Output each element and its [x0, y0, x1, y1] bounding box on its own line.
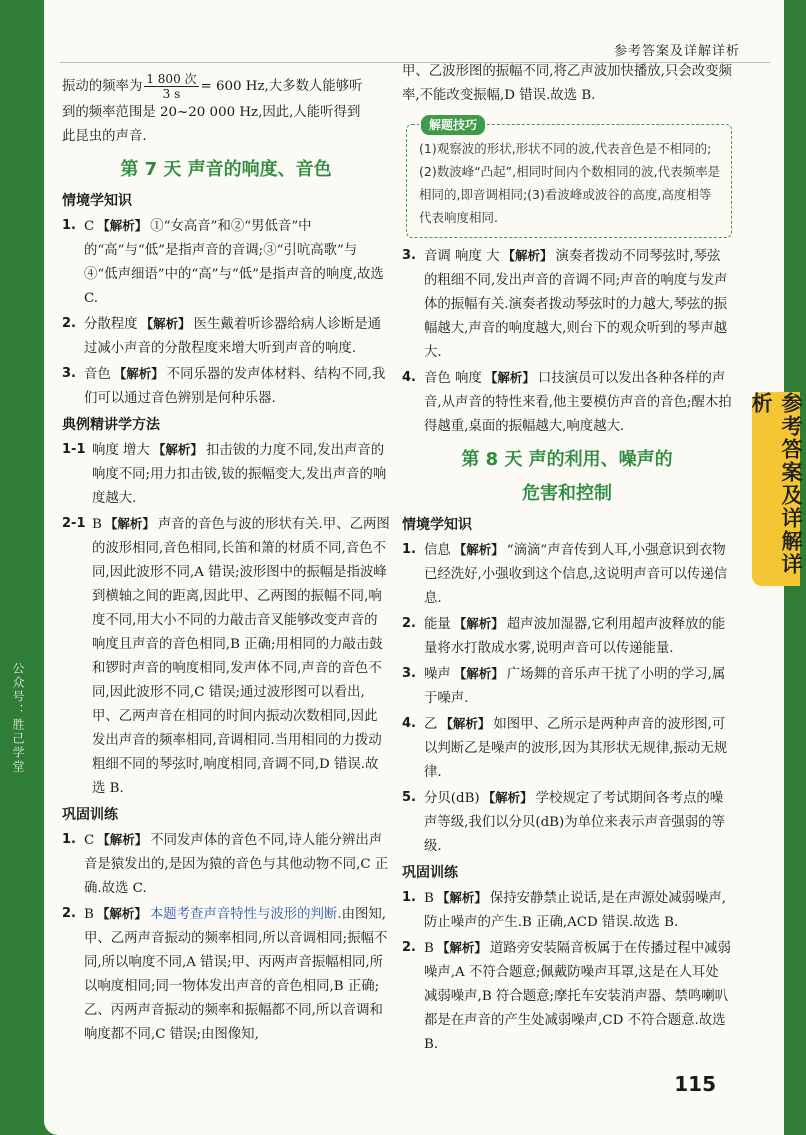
item-number: 4.: [402, 370, 416, 385]
item-number: 1.: [402, 890, 416, 905]
analysis-tag: 【解析】: [453, 542, 504, 557]
analysis-tag: 【解析】: [484, 370, 535, 385]
intro-paragraph: [62, 72, 390, 101]
item-answer: 分贝(dB): [424, 791, 480, 806]
section-heading: 巩固训练: [402, 865, 458, 881]
answer-item: [402, 712, 732, 785]
answer-item: [402, 786, 732, 859]
item-answer: 响度 增大: [92, 443, 150, 458]
item-answer: 音调 响度 大: [424, 249, 500, 264]
item-explanation: 超声波加湿器,它利用超声波释放的能量将水打散成水雾,说明声音可以传递能量.: [424, 617, 726, 656]
analysis-tag: 【解析】: [104, 516, 155, 531]
item-explanation: 医生戴着听诊器给病人诊断是通过减小声音的分散程度来增大听到声音的响度.: [84, 317, 382, 356]
item-number: 2.: [402, 616, 416, 631]
intro-suffix: = 600 Hz,大多数人能够听: [200, 79, 363, 94]
item-number: 2.: [402, 940, 416, 955]
section-heading: 情境学知识: [62, 193, 132, 209]
fraction-bottom: 3 s: [162, 87, 181, 101]
analysis-tag: 【解析】: [97, 832, 148, 847]
answer-item: [402, 538, 732, 611]
tip-text: (1)观察波的形状,形状不同的波,代表音色是不相同的;(2)数波峰“凸起”,相同时间内个数相同的波,代表频率是相同的,即音调相同;(3)看波峰或波谷的高度,高度相等代表响度相同.: [419, 141, 721, 225]
item-explanation: 演奏者拨动不同琴弦时,琴弦的粗细不同,发出声音的音调不同;声音的响度与发声体的振幅有关.演奏者拨动琴弦时的力越大,琴弦的振幅越大,声音的响度越大,则台下的观众听到的琴声越大.: [424, 249, 728, 360]
analysis-tag: 【解析】: [482, 790, 533, 805]
item-answer: C: [84, 833, 95, 848]
page-header: 参考答案及详解详析: [613, 44, 740, 59]
item-answer: 信息: [424, 543, 451, 558]
item-answer: 能量: [424, 617, 451, 632]
item-number: 2.: [62, 316, 76, 331]
tip-box: [406, 118, 732, 238]
item-number: 1.: [62, 832, 76, 847]
section-heading: 情境学知识: [402, 517, 472, 533]
answer-item: [62, 512, 390, 801]
chapter-title-8-line1: 第 8 天 声的利用、噪声的: [461, 449, 673, 470]
intro-line: 到的频率范围是 20~20 000 Hz,因此,人能听得到: [62, 105, 361, 120]
item-number: 1.: [62, 218, 76, 233]
tip-label: 解题技巧: [419, 113, 487, 137]
chapter-title-7: 第 7 天 声音的响度、音色: [120, 159, 332, 180]
analysis-tag: 【解析】: [152, 442, 203, 457]
analysis-tag: 【解析】: [453, 666, 504, 681]
item-answer: B: [424, 941, 434, 956]
analysis-tag: 【解析】: [97, 218, 148, 233]
fraction: [144, 72, 198, 101]
item-explanation: 如图甲、乙所示是两种声音的波形图,可以判断乙是噪声的波形,因为其形状无规律,振动无规律.: [424, 717, 728, 780]
item-explanation: 声音的音色与波的形状有关.甲、乙两图的波形相同,音色相同,长笛和箫的材质不同,音色不同,因此波形不同,A 错误;波形图中的振幅是指波峰到横轴之间的距离,因此甲、乙两图的振幅不同,响度不同,用大小不同的力敲击音叉能够改变声音的响度且声音的音色相同,B 正确;用相同的力敲击鼓和锣时声音的响度相同,发声体不同,声音的音色不同,因此波形不同,C 错误;通过波形图可以看出,甲、乙两声音在相同的时间内振动次数相同,因此发出声音的频率相同,音调相同.当用相同的力拨动粗细不同的琴弦时,响度相同,音调不同,D 错误.故选 B.: [92, 517, 390, 796]
item-explanation: 道路旁安装隔音板属于在传播过程中减弱噪声,A 不符合题意;佩戴防噪声耳罩,这是在人耳处减弱噪声,B 符合题意;摩托车安装消声器、禁鸣喇叭都是在声音的产生处减弱噪声,CD 不符合题意.故选 B.: [424, 941, 731, 1052]
item-answer: B: [84, 907, 94, 922]
item-explanation: 由图知,甲、乙两声音振动的频率相同,所以音调相同;振幅不同,所以响度不同,A 错误;甲、丙两声音振幅相同,所以响度相同;同一物体发出声音的音色相同,B 正确;乙、丙两声音振动的频率和振幅都不同,所以音调和响度都不同,C 错误;由图像知,: [84, 907, 388, 1042]
item-number: 4.: [402, 716, 416, 731]
section-heading: 巩固训练: [62, 807, 118, 823]
margin-note: 公众号：胜己学堂: [11, 662, 25, 774]
answer-item: [402, 936, 732, 1057]
answer-item: [62, 312, 390, 361]
chapter-title-8: [402, 443, 732, 511]
item-explanation: 广场舞的音乐声干扰了小明的学习,属于噪声.: [424, 667, 726, 706]
page-number: 115: [674, 1072, 716, 1096]
fraction-top: 1 800 次: [146, 72, 197, 86]
item-answer: B: [92, 517, 102, 532]
section-heading: 典例精讲学方法: [62, 417, 160, 433]
analysis-tag: 【解析】: [140, 316, 191, 331]
item-explanation: 保持安静禁止说话,是在声源处减弱噪声,防止噪声的产生.B 正确,ACD 错误.故选 B.: [424, 891, 727, 930]
item-explanation: 学校规定了考试期间各考点的噪声等级,我们以分贝(dB)为单位来表示声音强弱的等级.: [424, 791, 725, 854]
item-answer: 音色: [84, 367, 111, 382]
analysis-tag: 【解析】: [96, 906, 147, 921]
item-answer: 分散程度: [84, 317, 138, 332]
analysis-tag: 【解析】: [453, 616, 504, 631]
answer-item: [62, 902, 390, 1047]
analysis-tag: 【解析】: [113, 366, 164, 381]
right-column: [402, 60, 732, 1057]
left-column: [62, 72, 390, 1047]
item-number: 2-1: [62, 516, 86, 531]
item-explanation: 不同发声体的音色不同,诗人能分辨出声音是猿发出的,是因为猿的音色与其他动物不同,C 正确.故选 C.: [84, 833, 389, 896]
item-number: 3.: [402, 666, 416, 681]
item-answer: C: [84, 219, 95, 234]
highlight-text: 本题考查声音特性与波形的判断.: [149, 907, 342, 922]
chapter-title-8-line2: 危害和控制: [522, 483, 612, 504]
answer-item: [402, 366, 732, 439]
answer-item: [62, 438, 390, 511]
item-answer: B: [424, 891, 434, 906]
answer-item: [402, 244, 732, 365]
item-number: 1.: [402, 542, 416, 557]
side-tab: 参考答案及详解详析: [752, 392, 800, 586]
item-number: 5.: [402, 790, 416, 805]
answer-item: [402, 612, 732, 661]
answer-item: [62, 214, 390, 311]
item-answer: 音色 响度: [424, 371, 482, 386]
item-number: 3.: [62, 366, 76, 381]
answer-item: [402, 662, 732, 711]
item-number: 1-1: [62, 442, 86, 457]
item-explanation: “滴滴”声音传到人耳,小强意识到衣物已经洗好,小强收到这个信息,这说明声音可以传递信息.: [424, 543, 728, 606]
item-answer: 噪声: [424, 667, 451, 682]
item-explanation: ①“女高音”和②“男低音”中的“高”与“低”是指声音的音调;③“引吭高歌”与④“低声细语”中的“高”与“低”是指声音的响度,故选 C.: [84, 219, 384, 306]
analysis-tag: 【解析】: [502, 248, 553, 263]
analysis-tag: 【解析】: [440, 716, 491, 731]
answer-item: [402, 886, 732, 935]
answer-item: [62, 828, 390, 901]
intro-prefix: 振动的频率为: [62, 79, 143, 94]
analysis-tag: 【解析】: [436, 890, 487, 905]
item-explanation: 不同乐器的发声体材料、结构不同,我们可以通过音色辨别是何种乐器.: [84, 367, 386, 406]
item-explanation: 扣击钹的力度不同,发出声音的响度不同;用力扣击钹,钹的振幅变大,发出声音的响度越大.: [92, 443, 387, 506]
item-number: 3.: [402, 248, 416, 263]
analysis-tag: 【解析】: [436, 940, 487, 955]
intro-line: 此昆虫的声音.: [62, 129, 147, 144]
item-number: 2.: [62, 906, 76, 921]
item-explanation: 口技演员可以发出各种各样的声音,从声音的特性来看,他主要模仿声音的音色;醒木拍得越重,桌面的振幅越大,响度越大.: [424, 371, 732, 434]
item-answer: 乙: [424, 717, 438, 732]
answer-item: [62, 362, 390, 411]
continued-text: 甲、乙波形图的振幅不同,将乙声波加快播放,只会改变频率,不能改变振幅,D 错误.故选 B.: [402, 64, 732, 103]
